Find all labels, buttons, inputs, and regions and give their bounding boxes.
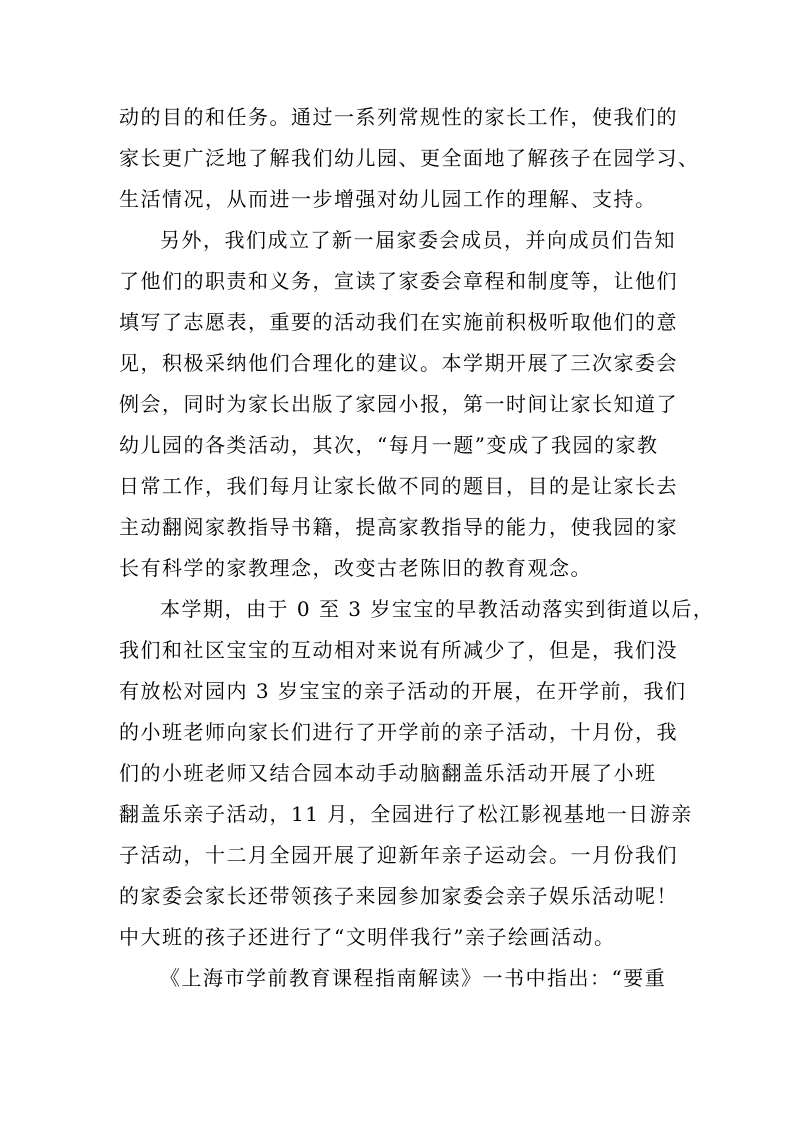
paragraph-3-line-3: 有放松对园内 3 岁宝宝的亲子活动的开展，在开学前，我们: [119, 679, 687, 703]
paragraph-2-line-8: 主动翻阅家教指导书籍，提高家教指导的能力，使我园的家: [119, 515, 678, 539]
paragraph-3-line-7: 子活动，十二月全园开展了迎新年亲子运动会。一月份我们: [119, 843, 678, 867]
paragraph-4-line-1: 《上海市学前教育课程指南解读》一书中指出：“要重: [160, 966, 667, 990]
paragraph-2-line-2: 了他们的职责和义务，宣读了家委会章程和制度等，让他们: [119, 269, 678, 293]
paragraph-2-line-7: 日常工作，我们每月让家长做不同的题目，目的是让家长去: [119, 474, 678, 498]
paragraph-2-line-4: 见，积极采纳他们合理化的建议。本学期开展了三次家委会: [119, 351, 678, 375]
paragraph-1-line-2: 家长更广泛地了解我们幼儿园、更全面地了解孩子在园学习、: [119, 146, 700, 170]
paragraph-3-line-1: 本学期，由于 0 至 3 岁宝宝的早教活动落实到街道以后，: [160, 597, 715, 621]
paragraph-2-line-9: 长有科学的家教理念，改变古老陈旧的教育观念。: [119, 556, 592, 580]
paragraph-2-line-5: 例会，同时为家长出版了家园小报，第一时间让家长知道了: [119, 392, 678, 416]
paragraph-3-line-2: 我们和社区宝宝的互动相对来说有所减少了，但是，我们没: [119, 638, 678, 662]
paragraph-3-line-5: 们的小班老师又结合园本动手动脑翻盖乐活动开展了小班: [119, 761, 657, 785]
paragraph-2-line-1: 另外，我们成立了新一届家委会成员，并向成员们告知: [160, 228, 676, 252]
paragraph-2-line-6: 幼儿园的各类活动，其次，“每月一题”变成了我园的家教: [119, 433, 659, 457]
paragraph-2-line-3: 填写了志愿表，重要的活动我们在实施前积极听取他们的意: [119, 310, 678, 334]
paragraph-3-line-8: 的家委会家长还带领孩子来园参加家委会亲子娱乐活动呢！: [119, 884, 678, 908]
paragraph-1-line-1: 动的目的和任务。通过一系列常规性的家长工作，使我们的: [119, 105, 678, 129]
paragraph-3-line-9: 中大班的孩子还进行了“文明伴我行”亲子绘画活动。: [119, 925, 616, 949]
paragraph-1-line-3: 生活情况，从而进一步增强对幼儿园工作的理解、支持。: [119, 187, 657, 211]
paragraph-3-line-6: 翻盖乐亲子活动，11 月，全园进行了松江影视基地一日游亲: [119, 802, 693, 826]
paragraph-3-line-4: 的小班老师向家长们进行了开学前的亲子活动，十月份，我: [119, 720, 678, 744]
